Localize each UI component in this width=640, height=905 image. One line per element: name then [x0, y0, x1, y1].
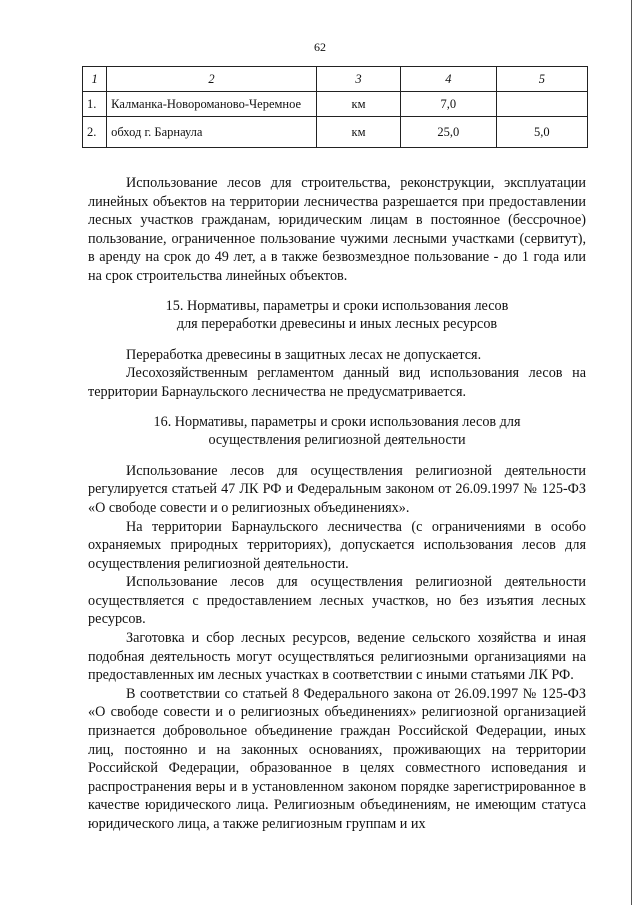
table-cell: км	[316, 92, 400, 117]
section-15-heading	[88, 297, 586, 334]
paragraph: В соответствии со статьей 8 Федерального закона от 26.09.1997 № 125-ФЗ «О свободе совести и о религиозных объединениях» религиозной организацией признается добровольное объединение граждан Российской Федерации, иных лиц, постоянно и на законных основаниях, проживающих на территории Российской Федерации, образованное в целях совместного исповедания и распространения веры и в установленном законом порядке зарегистрированное в качестве юридического лица. Религиозным объединениям, не имеющим статуса юридического лица, а также религиозным группам и их	[88, 685, 586, 832]
paragraph: Лесохозяйственным регламентом данный вид использования лесов на территории Барнаульского лесничества не предусматривается.	[88, 365, 586, 400]
heading-line: для переработки древесины и иных лесных ресурсов	[176, 316, 498, 333]
table-cell: Калманка-Новороманово-Черемное	[107, 92, 317, 117]
table-header-cell: 2	[107, 67, 317, 92]
heading-line: осуществления религиозной деятельности	[208, 432, 466, 449]
table-cell: 5,0	[496, 117, 587, 148]
table-header-cell: 1	[83, 67, 107, 92]
table-cell	[496, 92, 587, 117]
document-body	[88, 174, 586, 834]
table-header-row	[83, 67, 588, 92]
table-row	[83, 117, 588, 148]
table-header-cell: 3	[316, 67, 400, 92]
roads-table	[82, 66, 588, 148]
paragraph: Переработка древесины в защитных лесах не допускается.	[126, 346, 482, 363]
page-edge-rule	[631, 0, 632, 905]
table-cell: обход г. Барнаула	[107, 117, 317, 148]
page-number: 62	[314, 40, 326, 54]
table-cell: 25,0	[401, 117, 497, 148]
table-cell: 2.	[83, 117, 107, 148]
table-cell: 7,0	[401, 92, 497, 117]
section-16-heading	[88, 413, 586, 450]
table-cell: 1.	[83, 92, 107, 117]
paragraph: Заготовка и сбор лесных ресурсов, ведение сельского хозяйства и иная подобная деятельность могут осуществляться религиозными организациями на предоставленных им лесных участках в соответствии с иными статьями ЛК РФ.	[88, 630, 586, 684]
paragraph: Использование лесов для осуществления религиозной деятельности осуществляется с предоставлением лесных участков, но без изъятия лесных ресурсов.	[88, 574, 586, 628]
paragraph: На территории Барнаульского лесничества (с ограничениями в особо охраняемых природных территориях), допускается использования лесов для осуществления религиозной деятельности.	[88, 518, 586, 572]
paragraph: Использование лесов для строительства, реконструкции, эксплуатации линейных объектов на территории лесничества разрешается при предоставлении лесных участков гражданам, юридическим лицам в постоянное (бессрочное) пользование, ограниченное пользование чужими лесными участками (сервитут), в аренду на срок до 49 лет, а в также безвозмездное пользование - до 1 года или на срок строительства линейных объектов.	[88, 175, 586, 284]
table-header-cell: 4	[401, 67, 497, 92]
table-cell: км	[316, 117, 400, 148]
table-header-cell: 5	[496, 67, 587, 92]
paragraph: Использование лесов для осуществления религиозной деятельности регулируется статьей 47 ЛК РФ и Федеральным законом от 26.09.1997 № 125-ФЗ «О свободе совести и о религиозных объединениях».	[88, 462, 586, 516]
heading-line: 15. Нормативы, параметры и сроки использования лесов	[165, 297, 509, 314]
table-row	[83, 92, 588, 117]
heading-line: 16. Нормативы, параметры и сроки использования лесов для	[153, 413, 521, 430]
